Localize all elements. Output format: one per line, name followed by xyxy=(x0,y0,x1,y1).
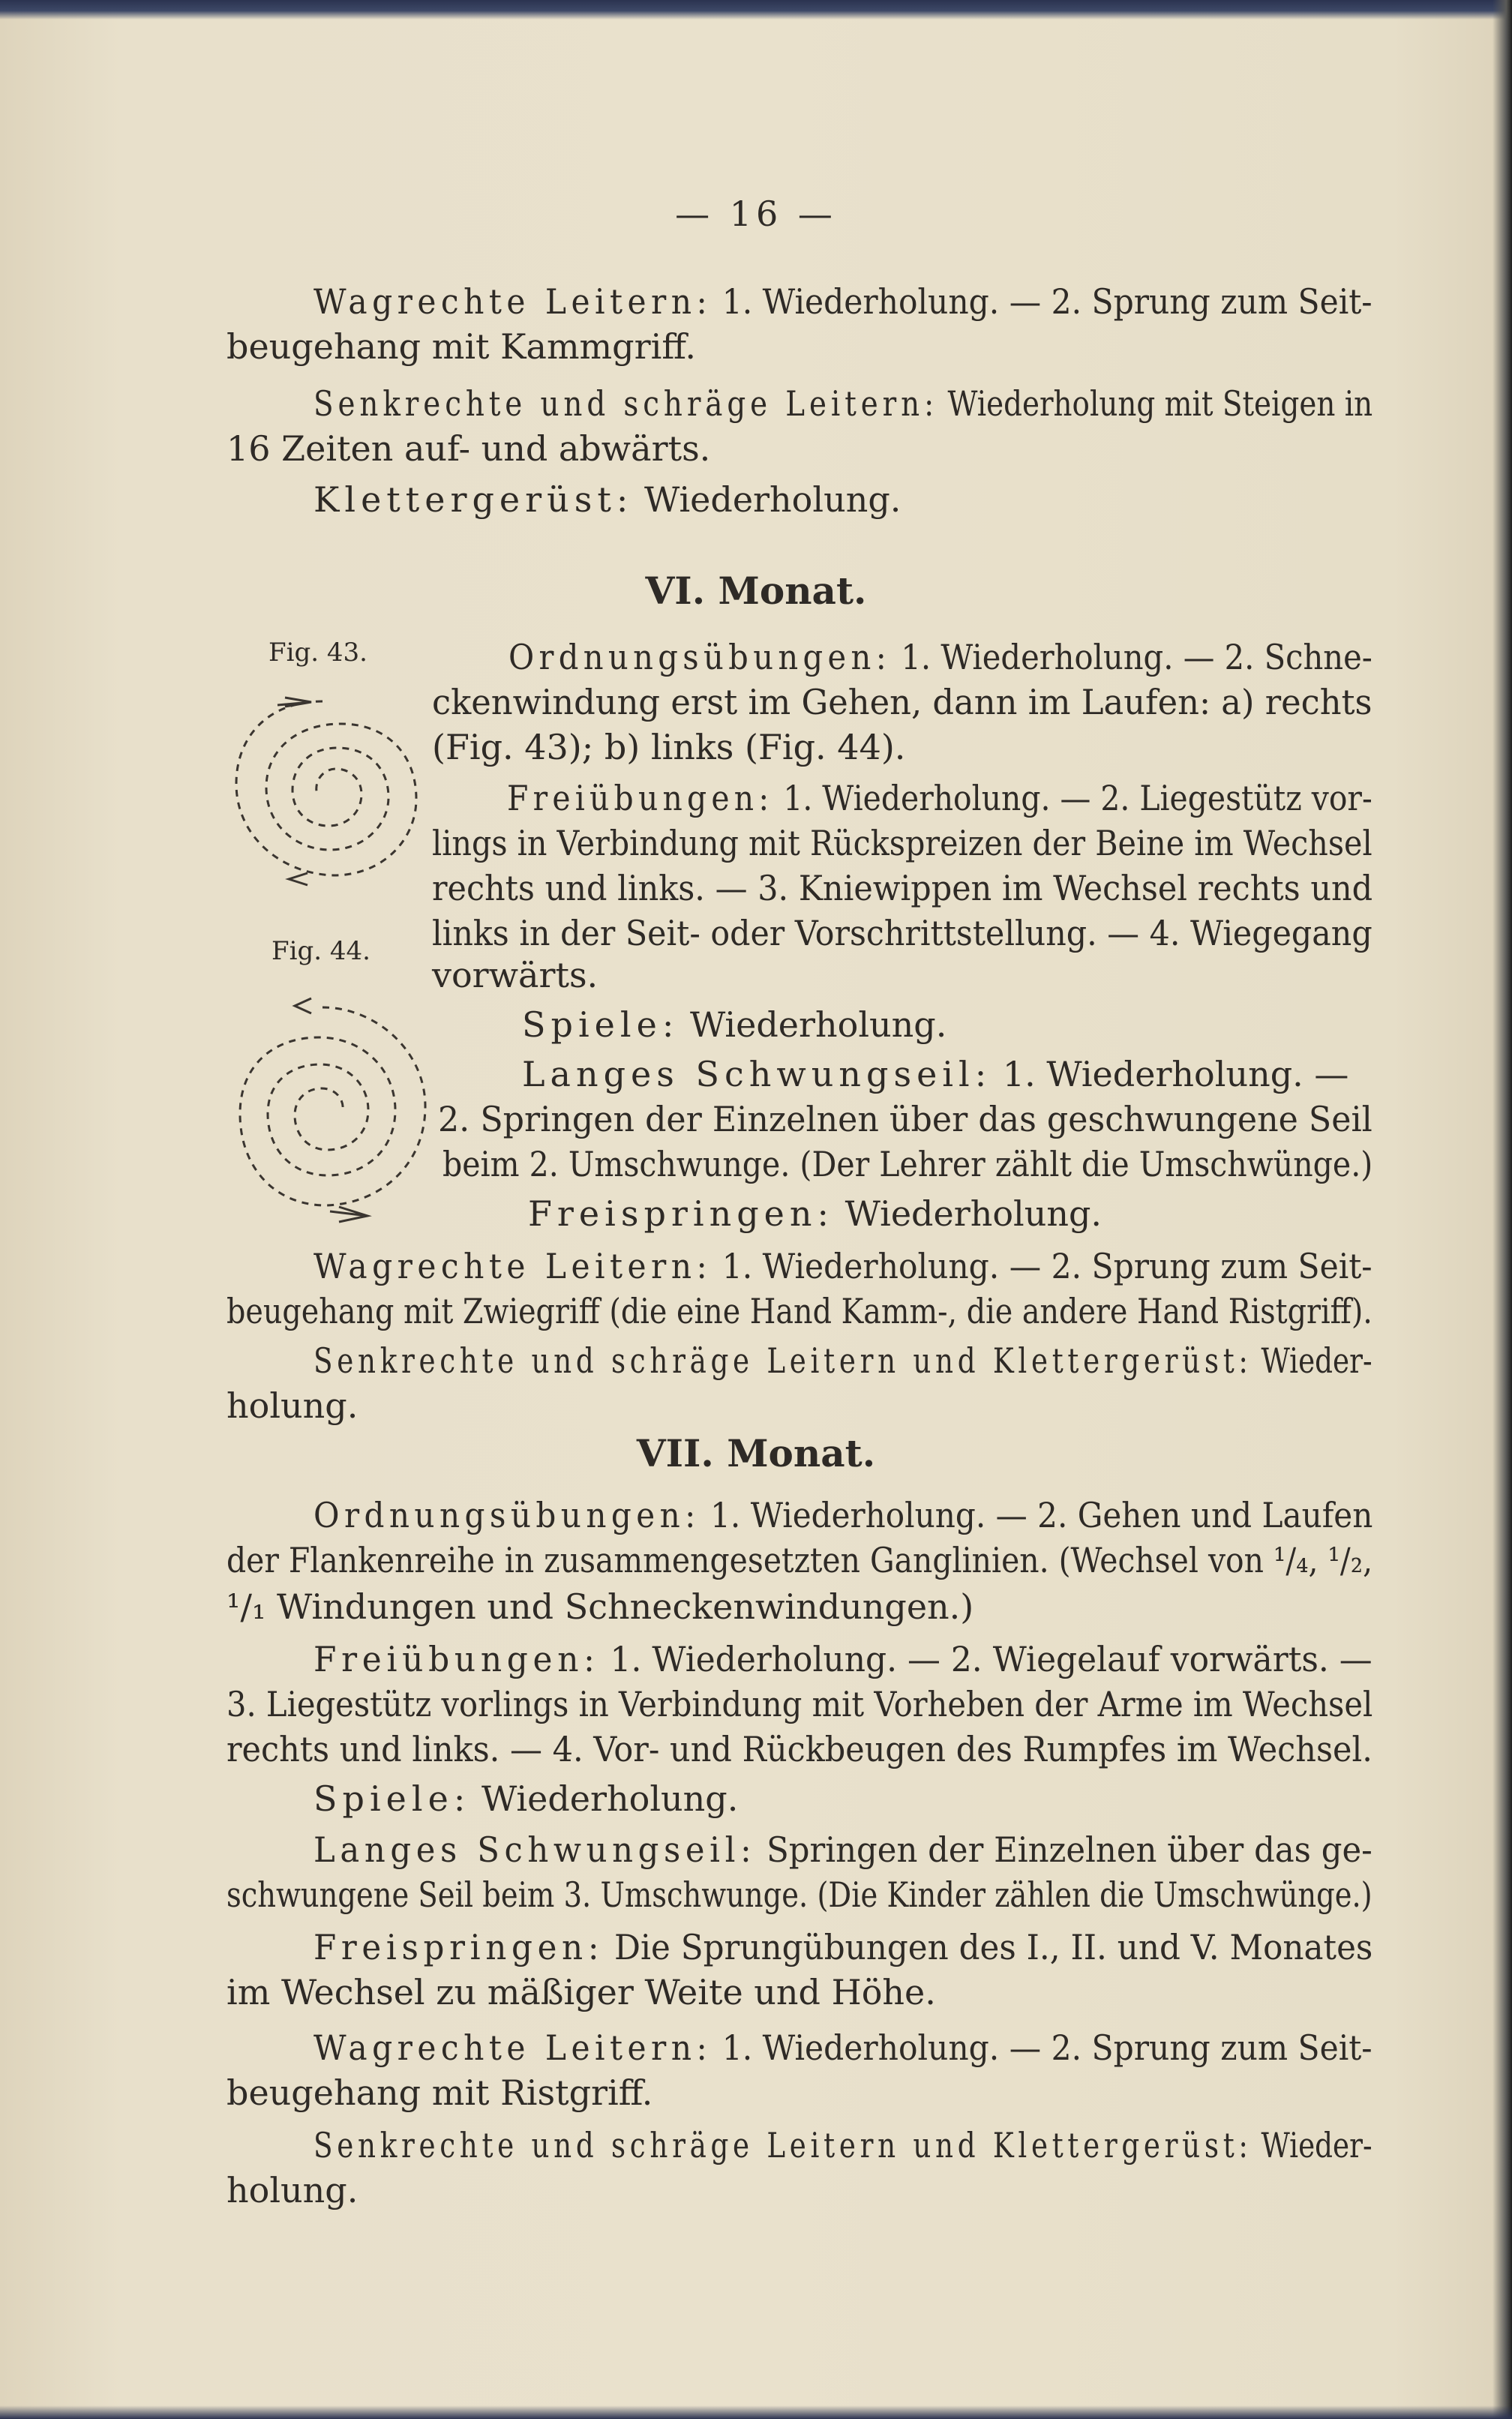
text-line xyxy=(314,381,1372,426)
text-line xyxy=(507,776,1372,821)
section-heading-vi: VI. Monat. xyxy=(645,569,867,613)
exercise-text: der Flankenreihe in zusammengesetzten Ganglinien. (Wechsel von ¹/₄, ¹/₂, xyxy=(226,1540,1373,1580)
exercise-text: Wiederholung mit Steigen in xyxy=(938,383,1373,424)
exercise-label: Spiele: xyxy=(522,1004,680,1045)
exercise-label: Langes Schwungseil: xyxy=(314,1829,757,1870)
text-line xyxy=(432,911,1372,956)
exercise-text: 1. Wiederholung. — xyxy=(992,1054,1349,1094)
exercise-text: Wieder- xyxy=(1252,1340,1372,1381)
text-line xyxy=(314,1776,738,1821)
exercise-text: ckenwindung erst im Gehen, dann im Laufen: a) rechts xyxy=(432,682,1372,722)
exercise-text: holung. xyxy=(226,2170,358,2210)
page-number: — 16 — xyxy=(675,194,837,234)
text-line xyxy=(314,1244,1372,1289)
exercise-text: 3. Liegestütz vorlings in Verbindung mit Vorheben der Arme im Wechsel xyxy=(226,1684,1373,1724)
text-line xyxy=(314,1493,1372,1538)
exercise-text: 1. Wiederholung. — 2. Sprung zum Seit- xyxy=(712,2027,1372,2068)
text-line xyxy=(226,2168,358,2213)
exercise-label: Freispringen: xyxy=(314,1927,604,1967)
exercise-text: beugehang mit Ristgriff. xyxy=(226,2072,653,2113)
exercise-text: Wiederholung. xyxy=(679,1004,947,1045)
exercise-text: beugehang mit Zwiegriff (die eine Hand Kamm-, die andere Hand Ristgriff). xyxy=(226,1291,1372,1331)
text-line xyxy=(226,1584,974,1629)
exercise-label: Freiübungen: xyxy=(314,1639,600,1679)
exercise-text: 1. Wiederholung. — 2. Schne- xyxy=(891,637,1372,677)
exercise-label: Freispringen: xyxy=(528,1193,835,1234)
exercise-label: Senkrechte und schräge Leitern und Klettergerüst: xyxy=(314,1340,1252,1381)
exercise-label: Langes Schwungseil: xyxy=(522,1054,992,1094)
text-line xyxy=(432,821,1372,866)
exercise-label: Ordnungsübungen: xyxy=(314,1495,700,1535)
page-top-edge xyxy=(0,0,1512,20)
text-line xyxy=(432,866,1372,911)
text-line xyxy=(226,1727,1372,1772)
text-line xyxy=(432,680,1372,725)
exercise-text: 1. Wiederholung. — 2. Liegestütz vor- xyxy=(773,778,1372,818)
exercise-label: Klettergerüst: xyxy=(314,479,634,520)
spiral-figure-43 xyxy=(225,679,428,904)
exercise-label: Freiübungen: xyxy=(507,778,774,818)
exercise-text: Springen der Einzelnen über das ge- xyxy=(756,1829,1372,1870)
exercise-text: 1. Wiederholung. — 2. Sprung zum Seit- xyxy=(712,281,1372,322)
exercise-text: Wiederholung. xyxy=(834,1193,1102,1234)
exercise-label: Wagrechte Leitern: xyxy=(314,281,712,322)
text-line xyxy=(226,1289,1372,1334)
text-line xyxy=(314,1338,1372,1383)
exercise-text: rechts und links. — 4. Vor- und Rückbeugen des Rumpfes im Wechsel. xyxy=(226,1729,1372,1769)
text-line xyxy=(522,1002,946,1047)
exercise-text: Wiederholung. xyxy=(633,479,902,520)
text-line xyxy=(438,1097,1372,1142)
text-line xyxy=(226,1383,358,1428)
figure-label-43: Fig. 43. xyxy=(268,638,368,668)
exercise-text: (Fig. 43); b) links (Fig. 44). xyxy=(432,727,906,767)
exercise-text: Die Sprungübungen des I., II. und V. Monates xyxy=(604,1927,1373,1967)
exercise-text: rechts und links. — 3. Kniewippen im Wechsel rechts und xyxy=(432,868,1373,908)
exercise-text: 1. Wiederholung. — 2. Sprung zum Seit- xyxy=(712,1246,1372,1286)
text-line xyxy=(508,635,1372,680)
text-line xyxy=(314,477,901,522)
text-line xyxy=(314,2025,1372,2070)
page-bottom-edge xyxy=(0,2405,1512,2419)
exercise-label: Senkrechte und schräge Leitern: xyxy=(314,383,939,424)
exercise-text: 16 Zeiten auf- und abwärts. xyxy=(226,428,711,469)
text-line xyxy=(226,1538,1372,1583)
text-line xyxy=(528,1191,1102,1236)
text-line xyxy=(226,426,710,471)
text-line xyxy=(314,1637,1372,1682)
text-line xyxy=(314,279,1372,324)
exercise-text: links in der Seit- oder Vorschrittstellung. — 4. Wiegegang xyxy=(432,913,1372,953)
exercise-text: im Wechsel zu mäßiger Weite und Höhe. xyxy=(226,1972,936,2012)
exercise-label: Wagrechte Leitern: xyxy=(314,2027,712,2068)
exercise-text: schwungene Seil beim 3. Umschwunge. (Die Kinder zählen die Umschwünge.) xyxy=(226,1874,1372,1915)
text-line xyxy=(226,324,696,369)
exercise-text: Wiederholung. xyxy=(470,1778,739,1819)
exercise-text: beugehang mit Kammgriff. xyxy=(226,326,696,367)
text-line xyxy=(226,2070,652,2115)
page-right-edge xyxy=(1492,0,1512,2419)
text-line xyxy=(226,1872,1372,1917)
spiral-figure-44 xyxy=(229,986,435,1245)
exercise-text: 1. Wiederholung. — 2. Wiegelauf vorwärts. — xyxy=(599,1639,1372,1679)
text-line xyxy=(432,953,598,998)
text-line xyxy=(432,725,905,770)
text-line xyxy=(226,1682,1372,1727)
exercise-label: Spiele: xyxy=(314,1778,471,1819)
text-line xyxy=(314,2123,1372,2168)
exercise-text: lings in Verbindung mit Rückspreizen der Beine im Wechsel xyxy=(432,823,1372,863)
exercise-text: holung. xyxy=(226,1385,358,1426)
text-line xyxy=(522,1052,1348,1097)
exercise-text: ¹/₁ Windungen und Schneckenwindungen.) xyxy=(226,1586,974,1627)
section-heading-vii: VII. Monat. xyxy=(636,1431,876,1475)
text-line xyxy=(314,1827,1372,1872)
exercise-label: Senkrechte und schräge Leitern und Klettergerüst: xyxy=(314,2125,1252,2165)
figure-label-44: Fig. 44. xyxy=(272,936,370,966)
text-line xyxy=(314,1925,1372,1970)
exercise-label: Ordnungsübungen: xyxy=(508,637,892,677)
exercise-text: 1. Wiederholung. — 2. Gehen und Laufen xyxy=(700,1495,1373,1535)
exercise-text: Wieder- xyxy=(1252,2125,1372,2165)
exercise-text: beim 2. Umschwunge. (Der Lehrer zählt die Umschwünge.) xyxy=(442,1144,1373,1184)
exercise-text: vorwärts. xyxy=(432,955,598,995)
text-line xyxy=(442,1142,1372,1187)
text-line xyxy=(226,1970,936,2015)
exercise-text: 2. Springen der Einzelnen über das geschwungene Seil xyxy=(438,1099,1372,1139)
exercise-label: Wagrechte Leitern: xyxy=(314,1246,712,1286)
